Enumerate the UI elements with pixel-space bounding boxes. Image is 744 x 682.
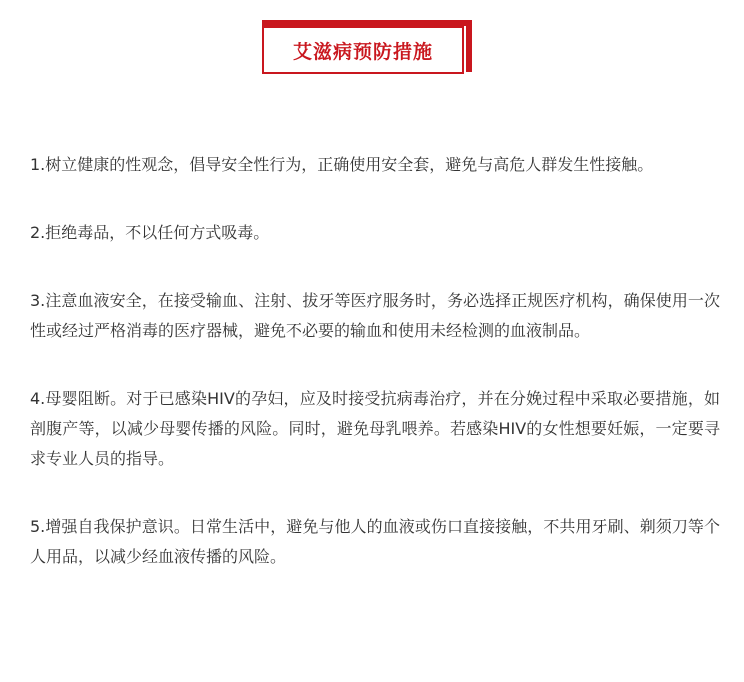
article-body xyxy=(30,150,720,610)
paragraph-1: 1.树立健康的性观念，倡导安全性行为，正确使用安全套，避免与高危人群发生性接触。 xyxy=(30,155,654,174)
title-banner xyxy=(262,20,472,78)
title-banner-shadow-right xyxy=(466,20,472,72)
paragraph-4: 4.母婴阻断。对于已感染HIV的孕妇，应及时接受抗病毒治疗，并在分娩过程中采取必要措施，如剖腹产等，以减少母婴传播的风险。同时，避免母乳喂养。若感染HIV的女性想要妊娠，一定要寻求专业人员的指导。 xyxy=(30,389,720,468)
paragraph-5: 5.增强自我保护意识。日常生活中，避免与他人的血液或伤口直接接触，不共用牙刷、剃须刀等个人用品，以减少经血液传播的风险。 xyxy=(30,517,720,566)
paragraph-2: 2.拒绝毒品，不以任何方式吸毒。 xyxy=(30,223,270,242)
page-title: 艾滋病预防措施 xyxy=(262,26,464,74)
paragraph-3: 3.注意血液安全，在接受输血、注射、拔牙等医疗服务时，务必选择正规医疗机构，确保使用一次性或经过严格消毒的医疗器械，避免不必要的输血和使用未经检测的血液制品。 xyxy=(30,291,720,340)
